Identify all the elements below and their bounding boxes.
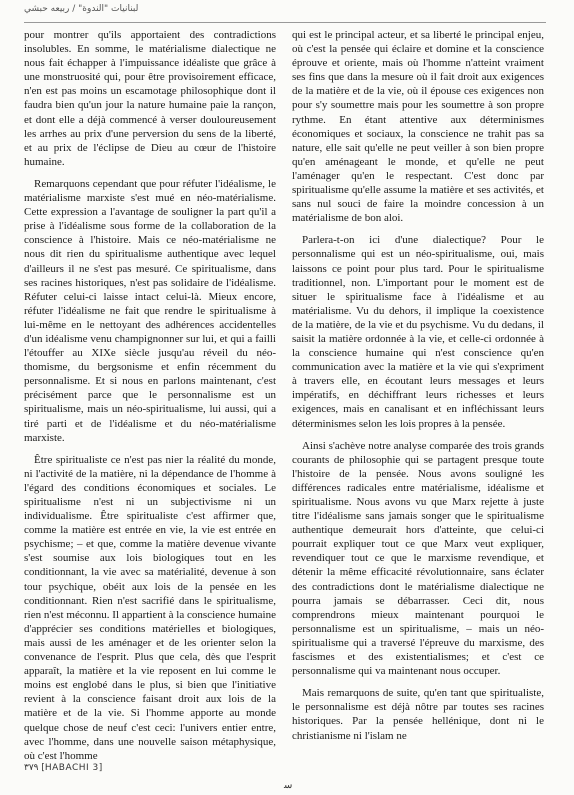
right-paragraph-2: Parlera-t-on ici d'une dialectique? Pour le personnalisme qui est un néo-spiritualisme, oui, mais laissons ce point pour plus tard. Pour le spiritualisme traditionnel, non. L'important pour le moment est de situer le spiritualisme face à l'idéalisme et au matérialisme. Vu du dehors, il implique la coexistence de la matière, de la vie et du psychisme. Vu du dedans, il saisit la matière ordonnée à la vie, et celle-ci ordonnée à la conscience humaine qui n'est conscience qu'en communication avec la matière et la vie qui s'expriment à travers elle, en écoutant leurs messages et leurs impératifs, en déchiffrant leurs richesses et leurs exigences, mais en canalisant et en infléchissant leurs déterminismes selon les lois propres à la pensée. xyxy=(292,234,544,430)
right-paragraph-4: Mais remarquons de suite, qu'en tant que spiritualiste, le personnalisme est déjà nôtre par toutes ses racines historiques. Par la pensée hellénique, dont ni le christianisme ni l'islam ne xyxy=(292,687,544,742)
bottom-mark: ﺳ xyxy=(284,780,293,791)
left-paragraph-3: Être spiritualiste ce n'est pas nier la réalité du monde, ni l'activité de la matière, ni la dépendance de l'homme à l'égard des conditions économiques et sociales. Le spiritualisme n'est ni un subjectivisme ni un individualisme. Être spiritualiste c'est affirmer que, comme la matière est entrée en vie, la vie est entrée en psychisme; – et que, comme la matière devenue vivante s'est soumise aux lois biologiques tout en les conditionnant, la vie avec sa matérialité, devenue à son tour psychique, obéit aux lois de la pensée en les conditionnant. Rien n'est sacrifié dans le spiritualisme, rien n'est méconnu. Il appartient à la conscience humaine d'apprécier ses conditions matérielles et biologiques, mais aussi de les aménager et de les orienter selon la convenance de l'esprit. Plus que cela, dès que l'esprit apparaît, la matière et la vie reposent en lui comme le moins est englobé dans le plus, si bien que l'initiative revient à la conscience faisant droit aux lois de la matière et de la vie. Si l'homme apporte au monde quelque chose de neuf c'est ceci: l'univers entier entre, avec l'homme, dans une nouvelle saison métaphysique, où c'est l'homme xyxy=(24,453,276,762)
right-paragraph-1: qui est le principal acteur, et sa liberté le principal enjeu, où c'est la pensée qui éclaire et domine et la conscience éprouve et oriente, mais où l'homme n'atteint vraiment ses fins que dans la mesure où il fait droit aux exigences de la matière et de la vie, où il épouse ces exigences non pour s'y soumettre mais pour les soumettre à son propre rythme. En étant attentive aux déterminismes économiques et sociaux, la conscience ne trahit pas sa nature, elle sait qu'elle ne peut veiller à son bien propre qu'en aménageant le monde, et qu'elle ne peut l'aménager qu'en le respectant. C'est donc par spiritualisme qu'elle assume la matière et ses activités, et sans nul souci de faire la moindre concession à un matérialisme de bon aloi. xyxy=(292,29,544,225)
header-rule xyxy=(24,22,546,23)
left-paragraph-2: Remarquons cependant que pour réfuter l'idéalisme, le matérialisme marxiste s'est mué en néo-matérialisme. Cette expression a l'avantage de souligner la part qu'il a prise à l'idéalisme sous forme de la collaboration de la conscience à l'histoire. Mais ce néo-matérialisme ne nous dit rien du spiritualisme authentique avec lequel d'ailleurs il ne s'est pas mesuré. Ce spiritualisme, dans ses racines historiques, n'est pas solidaire de l'idéalisme. Réfuter celui-ci laisse intact celui-là. Mieux encore, réfuter l'idéalisme ne fait que rendre le spiritualisme à lui-même en le nettoyant des adhérences accidentelles d'un idéalisme venu champignonner sur lui, et qui a failli l'étouffer au XIXe siècle jusqu'au réveil du néo-thomisme, du bergsonisme et enfin récemment du personnalisme. Et si nous en parlons maintenant, c'est précisément parce que le personnalisme est un spiritualisme, mais un néo-spiritualisme, lui aussi, qui a tiré parti et de l'idéalisme et du néo-matérialisme marxiste. xyxy=(24,177,276,444)
left-column xyxy=(24,28,276,767)
right-paragraph-3: Ainsi s'achève notre analyse comparée des trois grands courants de philosophie qui se partagent presque toute l'histoire de la pensée. Nous avons souligné les différences radicales entre matérialisme, idéalisme et spiritualisme. Nous avons vu que Marx rejette à juste titre l'idéalisme sans jamais songer que le spiritualisme authentique demeurait hors d'atteinte, que celui-ci pourrait expliquer tout ce que Marx veut expliquer, revendiquer tout ce que le marxisme revendique, et détenir la même efficacité révolutionnaire, sans éclater des contradictions dont le matérialisme dialectique ne pourra jamais se débarrasser. Ceci dit, nous comprendrons mieux maintenant pourquoi le personnalisme est un spiritualisme, – mais un néo-spiritualisme qui a traversé l'épreuve du marxisme, des fascismes et des existentialismes; et c'est ce personnalisme qui va maintenant nous occuper. xyxy=(292,439,544,678)
left-paragraph-1: pour montrer qu'ils apportaient des contradictions insolubles. En somme, le matérialisme dialectique ne nous fait échapper à l'impuissance idéaliste que grâce à une monstruosité qui, pour être provisoirement efficace, n'en est pas moins un escamotage philosophique dont il faudra bien qu'un jour la nature humaine paie la rançon, et dont elle a déjà commencé à verser douloureusement les arrhes au prix d'une perversion du sens de la liberté, et au prix de l'éclipse de Dieu au cœur de l'histoire humaine. xyxy=(24,29,276,168)
running-header: لبنانيات "الندوة" / ربيعه حبشي xyxy=(24,4,139,14)
right-column xyxy=(292,28,544,747)
page-number-footer: ٣٧٩ [HABACHI 3] xyxy=(24,763,103,773)
